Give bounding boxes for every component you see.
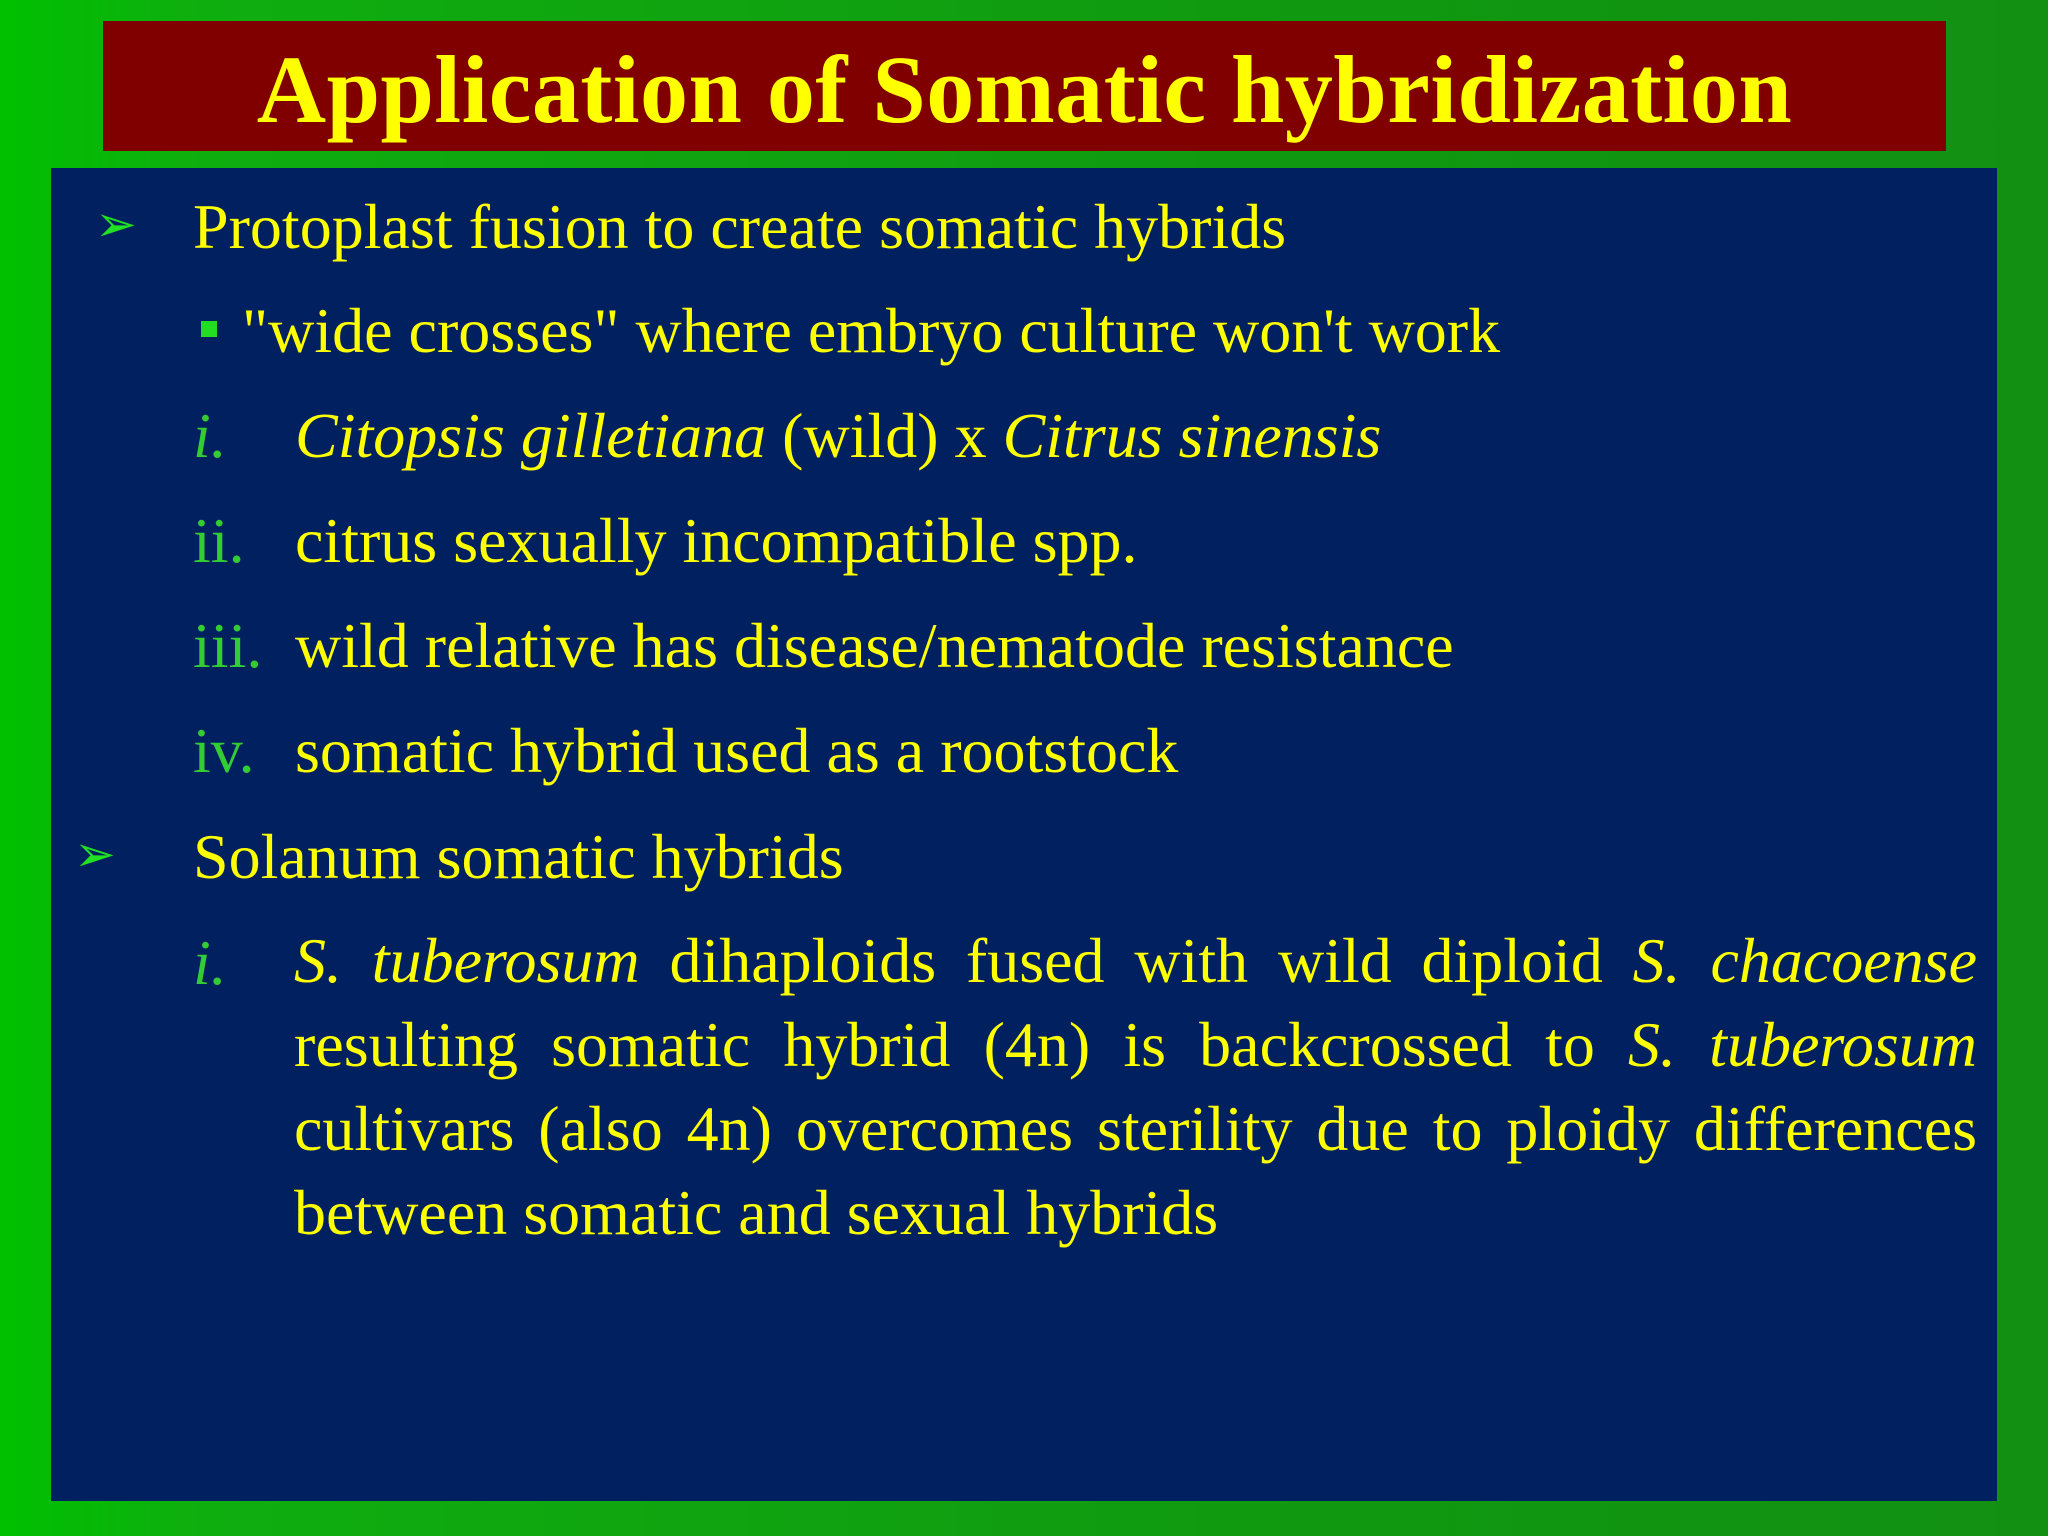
item-citrus-incompatible: citrus sexually incompatible spp. <box>295 505 1138 576</box>
item-rootstock: somatic hybrid used as a rootstock <box>295 715 1179 786</box>
square-bullet-icon <box>201 321 217 337</box>
species-chacoense: S. chacoense <box>1632 925 1978 996</box>
numeral-i: i. <box>193 400 227 471</box>
numeral-ii: ii. <box>193 505 245 576</box>
numeral-iv: iv. <box>193 715 255 786</box>
content-panel <box>51 168 1997 1501</box>
slide-title: Application of Somatic hybridization <box>256 36 1793 143</box>
species-tuberosum: S. tuberosum <box>294 925 640 996</box>
species-citopsis: Citopsis gilletiana <box>295 400 767 471</box>
paragraph-part-4: resulting somatic hybrid (4n) is backcrossed to <box>294 1009 1629 1080</box>
item-citopsis-connector: (wild) x <box>766 400 1003 471</box>
bullet-1-text: Protoplast fusion to create somatic hybrids <box>193 191 1287 262</box>
numeral-i-solanum: i. <box>193 927 227 998</box>
item-wild-relative: wild relative has disease/nematode resistance <box>295 610 1454 681</box>
arrow-bullet-icon: ➢ <box>74 825 116 883</box>
title-bar <box>103 21 1946 151</box>
arrow-bullet-icon: ➢ <box>95 195 137 253</box>
paragraph-part-2: dihaploids fused with wild diploid <box>639 925 1633 996</box>
item-citopsis <box>295 400 1382 471</box>
sub-bullet-text: "wide crosses" where embryo culture won't work <box>242 295 1501 366</box>
species-tuberosum-2: S. tuberosum <box>1628 1009 1978 1080</box>
item-solanum-paragraph <box>294 919 1977 1255</box>
numeral-iii: iii. <box>193 610 263 681</box>
species-citrus: Citrus sinensis <box>1002 400 1382 471</box>
paragraph-part-6: cultivars (also 4n) overcomes sterility due to ploidy differences between somatic and sexual hybrids <box>294 1093 1977 1248</box>
bullet-2-text: Solanum somatic hybrids <box>193 821 844 892</box>
